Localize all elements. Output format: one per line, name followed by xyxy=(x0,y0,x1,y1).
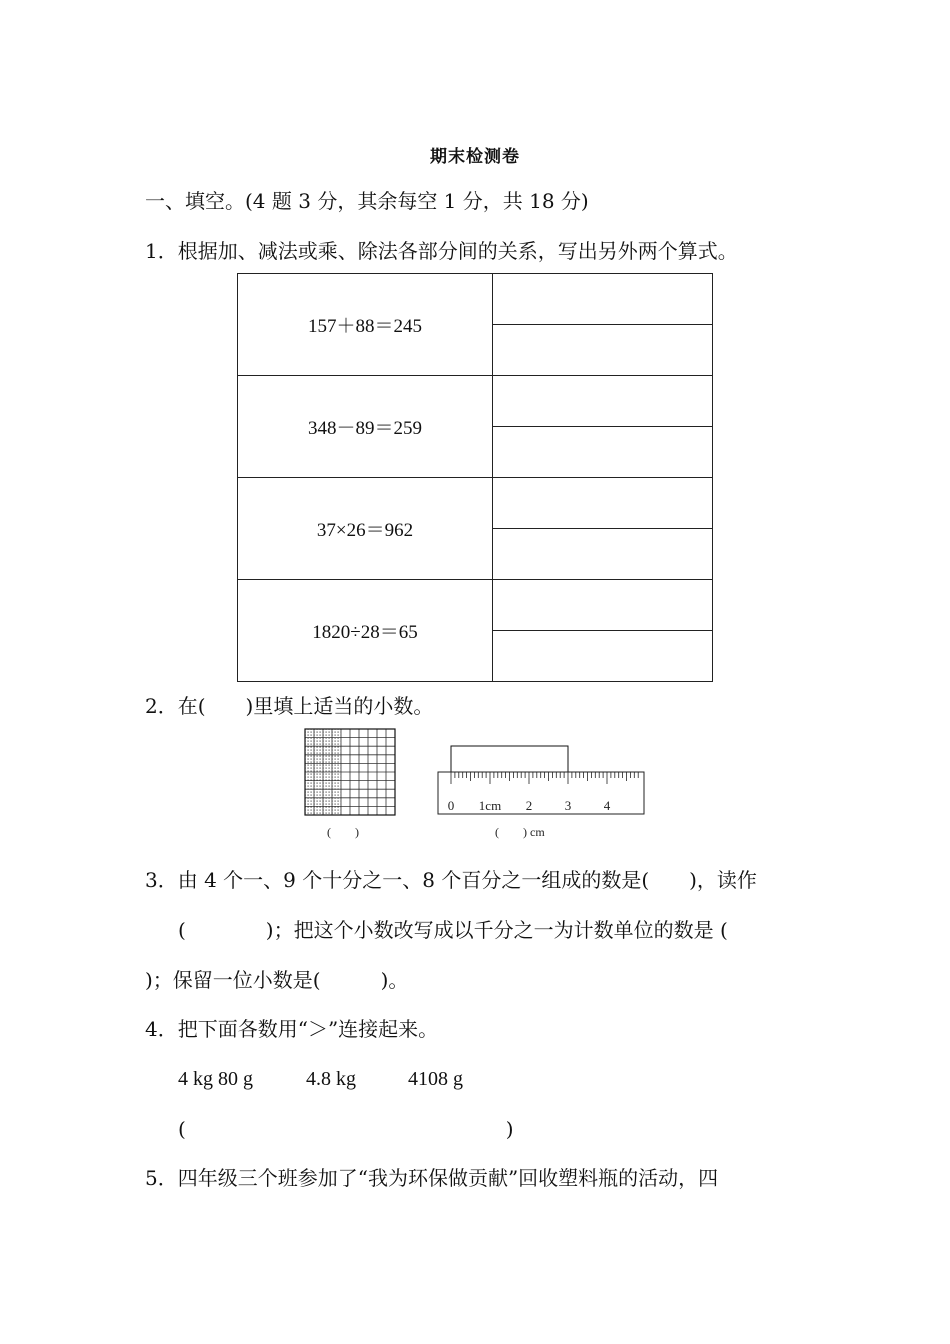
page-title: 期末检测卷 xyxy=(430,147,520,167)
ruler-label: 3 xyxy=(564,798,572,813)
question-4-values xyxy=(178,1067,463,1091)
ruler-label: 4 xyxy=(603,798,611,813)
ruler-figure xyxy=(436,744,648,818)
table-row xyxy=(238,274,713,325)
answer-blank[interactable] xyxy=(493,580,713,631)
ruler-body xyxy=(438,772,644,814)
question-4: 4．把下面各数用“＞”连接起来。 xyxy=(145,1017,439,1041)
question-3-line-2: ( )；把这个小数改写成以千分之一为计数单位的数是 ( xyxy=(178,918,728,942)
table-row xyxy=(238,478,713,529)
equation-table xyxy=(237,273,713,682)
answer-blank[interactable] xyxy=(493,529,713,580)
hundred-grid-figure xyxy=(304,728,396,818)
ruler-label: 2 xyxy=(525,798,533,813)
value-item: 4 kg 80 g xyxy=(178,1068,253,1090)
question-3-line-3: )；保留一位小数是( )。 xyxy=(145,968,409,992)
section-heading: 一、填空。(4 题 3 分，其余每空 1 分，共 18 分) xyxy=(145,189,589,213)
table-row xyxy=(238,580,713,631)
equation-cell: 157＋88＝245 xyxy=(238,274,493,376)
question-2: 2．在( )里填上适当的小数。 xyxy=(145,694,434,718)
answer-blank[interactable] xyxy=(493,376,713,427)
answer-blank[interactable] xyxy=(493,427,713,478)
equation-cell: 37×26＝962 xyxy=(238,478,493,580)
measured-object xyxy=(451,746,568,773)
value-item: 4.8 kg xyxy=(306,1068,356,1090)
ruler-label: 0 xyxy=(447,798,455,813)
answer-blank[interactable] xyxy=(493,631,713,682)
question-4-answer[interactable]: ( ) xyxy=(178,1117,514,1141)
equation-cell: 348－89＝259 xyxy=(238,376,493,478)
value-item: 4108 g xyxy=(408,1068,463,1090)
answer-blank[interactable] xyxy=(493,274,713,325)
equation-cell: 1820÷28＝65 xyxy=(238,580,493,682)
question-3-line-1: 3．由 4 个一、9 个十分之一、8 个百分之一组成的数是( )，读作 xyxy=(145,868,757,892)
grid-caption: ( ) xyxy=(327,825,359,839)
ruler-label: 1cm xyxy=(478,798,502,813)
ruler-caption: ( ) cm xyxy=(495,825,545,839)
table-row xyxy=(238,376,713,427)
answer-blank[interactable] xyxy=(493,478,713,529)
question-1: 1．根据加、减法或乘、除法各部分间的关系，写出另外两个算式。 xyxy=(145,239,738,263)
answer-blank[interactable] xyxy=(493,325,713,376)
question-5: 5．四年级三个班参加了“我为环保做贡献”回收塑料瓶的活动，四 xyxy=(145,1166,719,1190)
